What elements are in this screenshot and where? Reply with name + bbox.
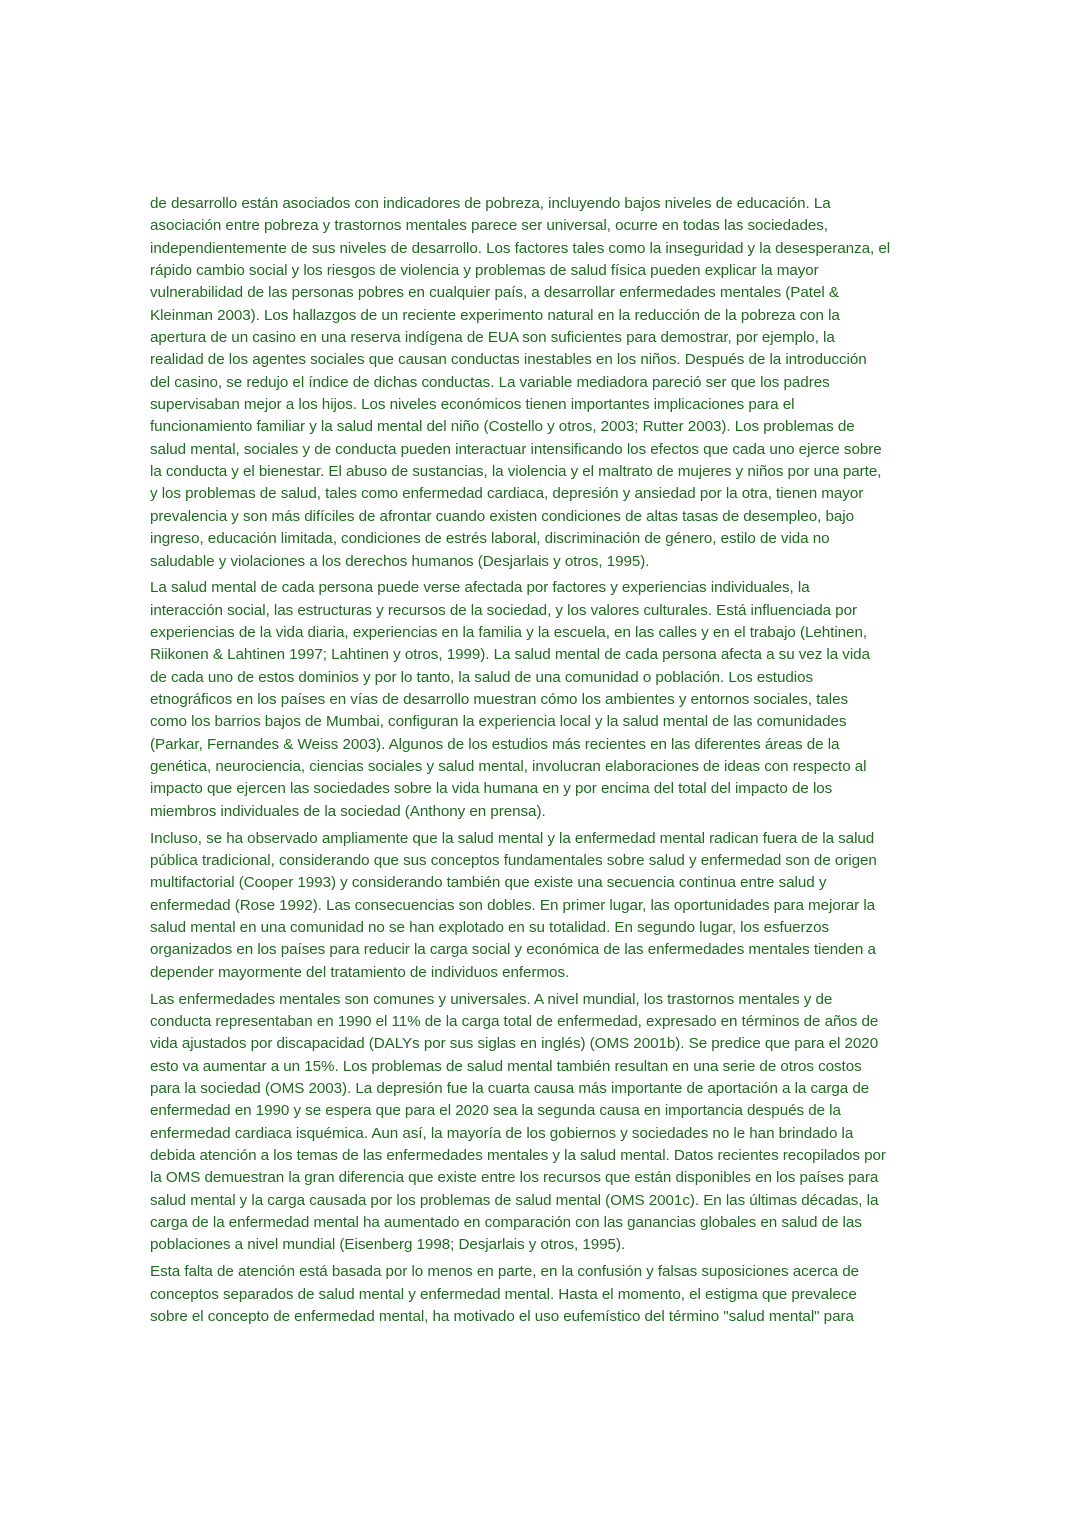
text-line: salud mental y la carga causada por los problemas de salud mental (OMS 2001c). En las últimas décadas, la	[150, 1191, 879, 1209]
text-line: saludable y violaciones a los derechos humanos (Desjarlais y otros, 1995).	[150, 552, 650, 570]
text-line: La salud mental de cada persona puede verse afectada por factores y experiencias individuales, la	[150, 579, 810, 597]
text-line: apertura de un casino en una reserva indígena de EUA son suficientes para demostrar, por ejemplo, la	[150, 329, 835, 347]
text-line: del casino, se redujo el índice de dichas conductas. La variable mediadora pareció ser que los padres	[150, 373, 830, 391]
text-line: Esta falta de atención está basada por lo menos en parte, en la confusión y falsas suposiciones acerca de	[150, 1263, 860, 1281]
text-line: enfermedad cardiaca isquémica. Aun así, la mayoría de los gobiernos y sociedades no le han brindado la	[150, 1124, 854, 1142]
text-line: impacto que ejercen las sociedades sobre la vida humana en y por encima del total del impacto de los	[150, 780, 833, 798]
text-line: salud mental en una comunidad no se han explotado en su totalidad. En segundo lugar, los esfuerzos	[150, 919, 830, 936]
text-line: para la sociedad (OMS 2003). La depresión fue la cuarta causa más importante de aportación a la carga de	[150, 1079, 870, 1097]
text-line: vida ajustados por discapacidad (DALYs por sus siglas en inglés) (OMS 2001b). Se predice que para el 2020	[150, 1035, 879, 1053]
paragraph	[150, 193, 940, 573]
text-line: prevalencia y son más difíciles de afrontar cuando existen condiciones de altas tasas de desempleo, bajo	[150, 507, 854, 525]
text-line: Las enfermedades mentales son comunes y universales. A nivel mundial, los trastornos mentales y de	[150, 990, 833, 1008]
text-line: la conducta y el bienestar. El abuso de sustancias, la violencia y el maltrato de mujeres y niños por una parte,	[150, 463, 882, 481]
text-line: esto va aumentar a un 15%. Los problemas de salud mental también resultan en una serie de otros costos	[150, 1057, 862, 1075]
text-line: rápido cambio social y los riesgos de violencia y problemas de salud física pueden explicar la mayor	[150, 262, 819, 280]
text-line: como los barrios bajos de Mumbai, configuran la experiencia local y la salud mental de las comunidades	[150, 713, 847, 731]
paragraph	[150, 577, 940, 823]
text-line: independientemente de sus niveles de desarrollo. Los factores tales como la inseguridad y la desesperanza, el	[150, 239, 891, 257]
text-line: etnográficos en los países en vías de desarrollo muestran cómo los ambientes y entornos sociales, tales	[150, 691, 849, 709]
text-line: interacción social, las estructuras y recursos de la sociedad, y los valores culturales. Está influenciada por	[150, 601, 857, 619]
text-line: salud mental, sociales y de conducta pueden interactuar intensificando los efectos que cada uno ejerce sobre	[150, 440, 882, 458]
text-line: Kleinman 2003). Los hallazgos de un reciente experimento natural en la reducción de la pobreza con la	[150, 306, 840, 324]
text-line: y los problemas de salud, tales como enfermedad cardiaca, depresión y ansiedad por la otra, tienen mayor	[150, 485, 864, 503]
text-line: genética, neurociencia, ciencias sociales y salud mental, involucran elaboraciones de ideas con respecto al	[150, 758, 867, 776]
text-line: ingreso, educación limitada, condiciones de estrés laboral, discriminación de género, estilo de vida no	[150, 530, 830, 548]
text-line: depender mayormente del tratamiento de individuos enfermos.	[150, 963, 570, 981]
text-line: conducta representaban en 1990 el 11% de la carga total de enfermedad, expresado en términos de años de	[150, 1012, 879, 1030]
text-line: pública tradicional, considerando que sus conceptos fundamentales sobre salud y enfermedad son de origen	[150, 851, 877, 869]
text-line: debida atención a los temas de las enfermedades mentales y la salud mental. Datos recientes recopilados por	[150, 1146, 886, 1164]
paragraph	[150, 1261, 940, 1328]
text-line: miembros individuales de la sociedad (Anthony en prensa).	[150, 802, 546, 820]
text-line: asociación entre pobreza y trastornos mentales parece ser universal, ocurre en todas las sociedades,	[150, 217, 828, 235]
paragraph	[150, 828, 940, 984]
text-line: Incluso, se ha observado ampliamente que la salud mental y la enfermedad mental radican fuera de la salud	[150, 829, 875, 847]
text-line: realidad de los agentes sociales que causan conductas inestables en los niños. Después de la introducción	[150, 351, 867, 369]
text-line: de cada uno de estos dominios y por lo tanto, la salud de una comunidad o población. Los estudios	[150, 668, 814, 686]
text-line: enfermedad en 1990 y se espera que para el 2020 sea la segunda causa en importancia después de la	[150, 1102, 841, 1120]
text-line: (Parkar, Fernandes & Weiss 2003). Algunos de los estudios más recientes en las diferentes áreas de la	[150, 735, 840, 753]
text-line: Riikonen & Lahtinen 1997; Lahtinen y otros, 1999). La salud mental de cada persona afecta a su vez la vida	[150, 646, 870, 664]
paragraph	[150, 989, 940, 1257]
text-line: sobre el concepto de enfermedad mental, ha motivado el uso eufemístico del término "salud mental" para	[150, 1307, 854, 1325]
document-page	[150, 193, 940, 1333]
text-line: conceptos separados de salud mental y enfermedad mental. Hasta el momento, el estigma que prevalece	[150, 1285, 857, 1303]
text-line: de desarrollo están asociados con indicadores de pobreza, incluyendo bajos niveles de educación. La	[150, 195, 831, 212]
text-line: experiencias de la vida diaria, experiencias en la familia y la escuela, en las calles y en el trabajo (Lehtinen,	[150, 624, 868, 642]
text-line: multifactorial (Cooper 1993) y considerando también que existe una secuencia continua entre salud y	[150, 874, 827, 892]
text-line: organizados en los países para reducir la carga social y económica de las enfermedades mentales tienden a	[150, 941, 876, 959]
text-line: la OMS demuestran la gran diferencia que existe entre los recursos que están disponibles en los países para	[150, 1169, 879, 1187]
text-line: carga de la enfermedad mental ha aumentado en comparación con las ganancias globales en salud de las	[150, 1213, 862, 1231]
text-line: supervisaban mejor a los hijos. Los niveles económicos tienen importantes implicaciones para el	[150, 396, 795, 414]
text-line: poblaciones a nivel mundial (Eisenberg 1998; Desjarlais y otros, 1995).	[150, 1236, 626, 1254]
text-line: funcionamiento familiar y la salud mental del niño (Costello y otros, 2003; Rutter 2003). Los problemas de	[150, 418, 855, 436]
text-line: enfermedad (Rose 1992). Las consecuencias son dobles. En primer lugar, las oportunidades para mejorar la	[150, 896, 876, 914]
text-line: vulnerabilidad de las personas pobres en cualquier país, a desarrollar enfermedades mentales (Patel &	[150, 284, 839, 302]
